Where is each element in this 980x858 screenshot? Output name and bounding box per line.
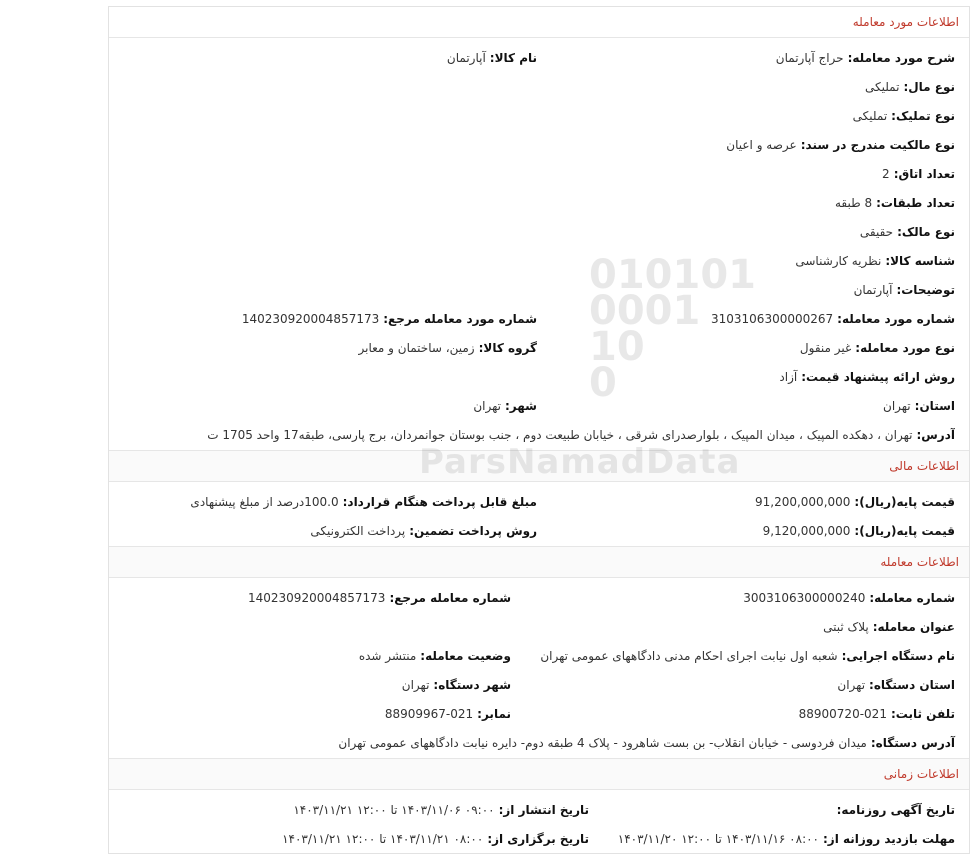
row-ownership-type bbox=[109, 102, 969, 131]
row-property-type bbox=[109, 73, 969, 102]
label-city: شهر: bbox=[505, 399, 537, 413]
watermark-digits: 010101 0001 10 0 bbox=[589, 252, 756, 406]
value-fax: 021-88909967 bbox=[384, 707, 474, 721]
label-deal-number: شماره مورد معامله: bbox=[837, 312, 955, 326]
label-description: شرح مورد معامله: bbox=[847, 51, 955, 65]
value-guarantee: پرداخت الکترونیکی bbox=[310, 524, 406, 538]
row-description bbox=[109, 44, 969, 73]
value-publish-date: ۰۹:۰۰ ۱۴۰۳/۱۱/۰۶ تا ۱۲:۰۰ ۱۴۰۳/۱۱/۲۱ bbox=[293, 803, 495, 817]
deal-card bbox=[108, 6, 970, 854]
row-org-address bbox=[109, 729, 969, 758]
label-ref-number: شماره مورد معامله مرجع: bbox=[383, 312, 537, 326]
value-floors: 8 طبقه bbox=[834, 196, 873, 210]
label-item-name: نام کالا: bbox=[489, 51, 537, 65]
label-item-id: شناسه کالا: bbox=[885, 254, 955, 268]
label-ad-date: تاریخ آگهی روزنامه: bbox=[836, 803, 955, 817]
label-transaction-number: شماره معامله: bbox=[869, 591, 955, 605]
value-item-group: زمین، ساختمان و معابر bbox=[358, 341, 475, 355]
row-base-price bbox=[109, 488, 969, 517]
label-guarantee: روش پرداخت تضمین: bbox=[409, 524, 537, 538]
label-province: استان: bbox=[914, 399, 955, 413]
value-deed: عرصه و اعیان bbox=[726, 138, 797, 152]
row-visit-date bbox=[109, 825, 969, 854]
label-deed: نوع مالکیت مندرج در سند: bbox=[800, 138, 955, 152]
row-contact bbox=[109, 700, 969, 729]
value-notes: آپارتمان bbox=[853, 283, 893, 297]
value-phone: 021-88900720 bbox=[798, 707, 887, 721]
row-transaction-title bbox=[109, 613, 969, 642]
label-ownership-type: نوع تملیک: bbox=[891, 109, 955, 123]
value-province: تهران bbox=[883, 399, 911, 413]
row-ad-date bbox=[109, 796, 969, 825]
row-owner-type bbox=[109, 218, 969, 247]
value-owner-type: حقیقی bbox=[859, 225, 894, 239]
value-ref-number: 140230920004857173 bbox=[241, 312, 380, 326]
row-location bbox=[109, 392, 969, 421]
section-title-deal-info: اطلاعات مورد معامله bbox=[109, 7, 969, 38]
value-transaction-status: منتشر شده bbox=[358, 649, 417, 663]
label-phone: تلفن ثابت: bbox=[890, 707, 955, 721]
label-fax: نمابر: bbox=[477, 707, 511, 721]
value-deal-kind: غیر منقول bbox=[799, 341, 852, 355]
value-deal-number: 3103106300000267 bbox=[711, 312, 834, 326]
label-address: آدرس: bbox=[916, 428, 955, 442]
label-rooms: تعداد اتاق: bbox=[893, 167, 955, 181]
value-base-price: 91,200,000,000 bbox=[754, 495, 851, 509]
row-deal-kind bbox=[109, 334, 969, 363]
row-organization bbox=[109, 642, 969, 671]
row-org-location bbox=[109, 671, 969, 700]
label-base-price-2: قیمت پایه(ریال): bbox=[854, 524, 955, 538]
label-deal-kind: نوع مورد معامله: bbox=[855, 341, 955, 355]
label-publish-date: تاریخ انتشار از: bbox=[498, 803, 589, 817]
row-deal-number bbox=[109, 305, 969, 334]
label-organization: نام دستگاه اجرایی: bbox=[841, 649, 955, 663]
row-rooms bbox=[109, 160, 969, 189]
label-item-group: گروه کالا: bbox=[478, 341, 537, 355]
value-address: تهران ، دهکده المپیک ، میدان المپیک ، بلوارصدرای شرقی ، خیابان طبیعت دوم ، جنب بوستان جوانمردان، برج پارسی، طبقه17 واحد 1705 ت bbox=[207, 428, 913, 442]
label-base-price: قیمت پایه(ریال): bbox=[854, 495, 955, 509]
value-org-address: میدان فردوسی - خیابان انقلاب- بن بست شاهرود - پلاک 4 طبقه دوم- دایره نیابت دادگاههای عمومی تهران bbox=[338, 736, 867, 750]
section-title-financial: اطلاعات مالی bbox=[109, 450, 969, 482]
label-owner-type: نوع مالک: bbox=[897, 225, 955, 239]
value-rooms: 2 bbox=[882, 167, 890, 181]
label-transaction-ref: شماره معامله مرجع: bbox=[389, 591, 511, 605]
label-visit-date: مهلت بازدید روزانه از: bbox=[823, 832, 955, 846]
value-description: حراج آپارتمان bbox=[775, 51, 844, 65]
label-transaction-status: وضعیت معامله: bbox=[420, 649, 511, 663]
value-item-name: آپارتمان bbox=[446, 51, 486, 65]
value-org-province: تهران bbox=[837, 678, 866, 692]
row-address bbox=[109, 421, 969, 450]
row-floors bbox=[109, 189, 969, 218]
row-item-id bbox=[109, 247, 969, 276]
value-item-id: نظریه کارشناسی bbox=[795, 254, 882, 268]
section-title-timing: اطلاعات زمانی bbox=[109, 758, 969, 790]
section-title-transaction: اطلاعات معامله bbox=[109, 546, 969, 578]
value-transaction-number: 3003106300000240 bbox=[743, 591, 866, 605]
value-city: تهران bbox=[473, 399, 501, 413]
label-property-type: نوع مال: bbox=[903, 80, 955, 94]
value-organization: شعبه اول نیابت اجرای احکام مدنی دادگاههای عمومی تهران bbox=[540, 649, 838, 663]
row-deed bbox=[109, 131, 969, 160]
value-org-city: تهران bbox=[401, 678, 430, 692]
value-visit-date: ۰۸:۰۰ ۱۴۰۳/۱۱/۱۶ تا ۱۲:۰۰ ۱۴۰۳/۱۱/۲۰ bbox=[617, 832, 819, 846]
label-org-city: شهر دستگاه: bbox=[433, 678, 511, 692]
label-floors: تعداد طبقات: bbox=[876, 196, 955, 210]
label-org-address: آدرس دستگاه: bbox=[870, 736, 955, 750]
value-base-price-2: 9,120,000,000 bbox=[762, 524, 851, 538]
row-guarantee bbox=[109, 517, 969, 546]
value-payable: 100.0درصد از مبلغ پیشنهادی bbox=[190, 495, 339, 509]
label-notes: توضیحات: bbox=[896, 283, 955, 297]
label-payable: مبلغ قابل پرداخت هنگام قرارداد: bbox=[342, 495, 537, 509]
value-transaction-title: پلاک ثبتی bbox=[823, 620, 869, 634]
row-transaction-number bbox=[109, 584, 969, 613]
row-notes bbox=[109, 276, 969, 305]
label-org-province: استان دستگاه: bbox=[869, 678, 955, 692]
value-hold-date: ۰۸:۰۰ ۱۴۰۳/۱۱/۲۱ تا ۱۲:۰۰ ۱۴۰۳/۱۱/۲۱ bbox=[282, 832, 484, 846]
value-transaction-ref: 140230920004857173 bbox=[248, 591, 386, 605]
label-hold-date: تاریخ برگزاری از: bbox=[487, 832, 589, 846]
label-price-method: روش ارائه پیشنهاد قیمت: bbox=[801, 370, 955, 384]
row-price-method bbox=[109, 363, 969, 392]
label-transaction-title: عنوان معامله: bbox=[872, 620, 955, 634]
value-price-method: آزاد bbox=[779, 370, 798, 384]
value-property-type: تملیکی bbox=[864, 80, 900, 94]
value-ownership-type: تملیکی bbox=[852, 109, 888, 123]
